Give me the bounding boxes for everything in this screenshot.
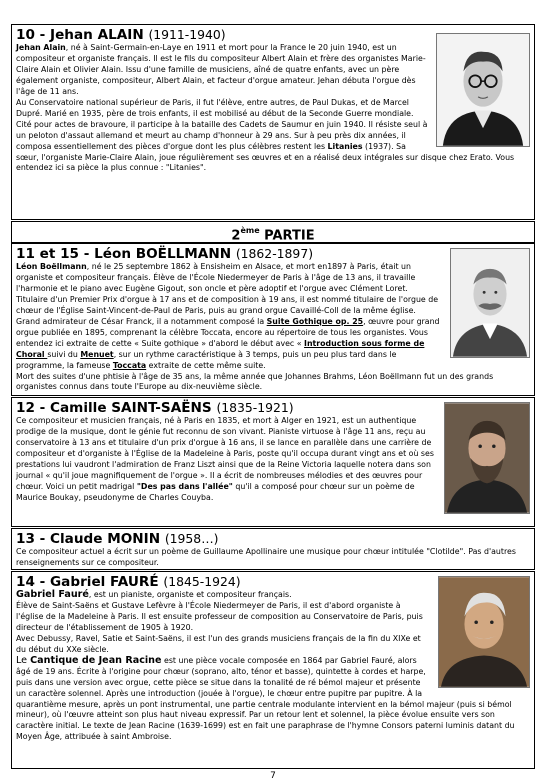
paragraph: qu'il a composé pour chœur sur un poème de Maurice Boukay, pseudonyme de Charles Couyba. [16,481,415,502]
paragraph: Mort des suites d'une phtisie à l'âge de 35 ans, la même année que Johannes Brahms, Léon Boëllmann fut un des grands organistes connus dans toute l'Europe au dix-neuvième siècle. [16,371,494,392]
dates-text: (1958…) [164,531,219,546]
composer-name: Gabriel Fauré [16,589,89,600]
paragraph: Ce compositeur et musicien français, né à Paris en 1835, et mort à Alger en 1921, est un authentique prodige de la musique, dont le génie fut reconnu de son vivant. Pianiste virtuose à l'âge 11 ans, reçu au conservatoire à 13 ans et titulaire d'un prix d'orgue à 16 ans, il se lance en parallèle dans une carrière de compositeur et d'organiste à l'Église de la Madeleine à Paris, poste qu'il occupa durant vingt ans et où ses prestations lui vaudront l'admiration de Franz Liszt ainsi que de la Reine Victoria laquelle notera dans son journal « qu'il joue magnifiquement de l'orgue ». Il a écrit de nombreuses mélodies et des œuvres pour chœur. Voici un petit madrigal [16,416,434,491]
portrait-jehan-alain-image [437,34,529,146]
paragraph: (1937). Sa sœur, l'organiste Marie-Claire Alain, joue régulièrement ses œuvres et en a réalisé deux intégrales sur disque chez Erato. Vous entendez ici sa pièce la plus connue : "Litanies". [16,141,515,173]
section-claude-monin [11,528,535,570]
piece-title: Toccata [112,360,147,370]
portrait-leon-boellmann [450,248,530,358]
piece-title: Menuet [80,349,114,359]
part-label: PARTIE [259,228,315,244]
paragraph: , né à Saint-Germain-en-Laye en 1911 et mort pour la France le 20 juin 1940, est un compositeur et organiste français. Il est le fils du compositeur Albert Alain et frère des organistes Marie-Claire Alain et Olivier Alain. Issu d'une famille de musiciens, aîné de quatre enfants, avec un père également organiste, compositeur, Albert Alain, et facteur d'orgue amateur. Jehan débuta l'orgue dès l'âge de 11 ans. [16,43,426,96]
title-text: 13 - Claude MONIN [16,531,161,547]
piece-title: Litanies [327,141,363,151]
paragraph: extraite de cette même suite. [146,360,266,370]
title-text: 12 - Camille SAINT-SAËNS [16,400,212,416]
piece-title: Cantique de Jean Racine [30,654,162,666]
piece-title: Introduction sous forme de Choral [16,338,425,359]
dates-text: (1862-1897) [235,246,314,261]
portrait-camille-saint-saens-image [445,403,529,513]
portrait-leon-boellmann-image [451,249,529,357]
paragraph: Élève de Saint-Saëns et Gustave Lefèvre à l'École Niedermeyer de Paris, il est d'abord organiste à l'église de la Madeleine à Paris. Il est ensuite professeur de composition au Conservatoire de Paris, puis directeur de l'établissement de 1905 à 1920. [16,600,423,632]
paragraph: , œuvre pour grand orgue publiée en 1895, comprenant la célèbre Toccata, encore au répertoire de tous les organistes. Vous entendez ici extraite de cette « Suite gothique » d'abord le début avec « [16,316,440,348]
section-title [16,531,530,547]
section-leon-boellmann [11,243,535,396]
piece-title: Suite Gothique op. 25 [266,316,364,326]
portrait-camille-saint-saens [444,402,530,514]
title-text: 10 - Jehan ALAIN [16,27,144,43]
dates-text: (1845-1924) [163,574,241,589]
dates-text: (1911-1940) [148,27,226,42]
section-jehan-alain [11,24,535,220]
paragraph: Avec Debussy, Ravel, Satie et Saint-Saëns, il est l'un des grands musiciens français de la fin du XIXe et du début du XXe siècle. [16,633,421,654]
paragraph: Au Conservatoire national supérieur de Paris, il fut l'élève, entre autres, de Paul Dukas, et de Marcel Dupré. Marié en 1935, père de trois enfants, il est mobilisé au début de la Seconde Guerre mondiale. Cité pour actes de bravoure, il participe à la bataille des Cadets de Saumur en juin 1940. Il résiste seul à un peloton d'assaut allemand et meurt au champ d'honneur à 29 ans. Sur à peu près dix années, il composa essentiellement des pièces d'orgue dont les plus célèbres restent les [16,97,428,151]
paragraph: Le [16,654,31,666]
part-heading [11,221,535,243]
paragraph: Grand admirateur de César Franck, il a notamment composé la [16,316,267,326]
portrait-gabriel-faure-image [439,577,529,687]
paragraph: , sur un rythme caractéristique à 3 temps, puis un peu plus tard dans le programme, la fameuse [16,349,397,370]
section-gabriel-faure [11,571,535,769]
title-text: 11 et 15 - Léon BOËLLMANN [16,246,232,262]
part-number: 2 [231,228,241,244]
section-camille-saint-saens [11,397,535,527]
paragraph: Ce compositeur actuel a écrit sur un poème de Guillaume Apollinaire une musique pour chœur intitulée "Clotilde". Pas d'autres renseignements sur ce compositeur. [16,547,516,567]
paragraph: , né le 25 septembre 1862 à Ensisheim en Alsace, et mort en1897 à Paris, était un organiste et compositeur français. Élève de l'École Niedermeyer de Paris à l'âge de 13 ans, il travaille l'harmonie et le piano avec Eugène Gigout, son oncle et père adoptif et l'orgue avec Clément Loret. Titulaire d'un Premier Prix d'orgue à 17 ans et de composition à 19 ans, il est nommé titulaire de l'orgue de chœur de l'Église Saint-Vincent-de-Paul de Paris, puis au grand orgue Cavaillé-Coll de la même église. [16,262,439,315]
dates-text: (1835-1921) [216,400,294,415]
title-text: 14 - Gabriel FAURÉ [16,574,159,590]
composer-name: Jehan Alain [16,43,66,52]
part-suffix: ème [240,226,260,235]
piece-title: "Des pas dans l'allée" [136,481,233,491]
composer-name: Léon Boëllmann [16,262,87,271]
page-number: 7 [270,771,276,781]
paragraph: , est un pianiste, organiste et compositeur français. [88,590,292,599]
portrait-jehan-alain [436,33,530,147]
paragraph: suivi du [47,349,81,359]
portrait-gabriel-faure [438,576,530,688]
paragraph: est une pièce vocale composée en 1864 par Gabriel Fauré, alors âgé de 19 ans. Écrite à l'origine pour chœur (soprano, alto, ténor et basse), quintette à cordes et harpe, puis dans une version avec orgue, cette pièce se situe dans la tonalité de ré bémol majeur et présente un caractère solennel. Après une introduction (jouée à l'orgue), le chœur entre pupitre par pupitre. À la quarantième mesure, après un pont instrumental, une partie centrale modulante intervient en la bémol majeur (puis si bémol mineur), où l'œuvre atteint son plus haut niveau expressif. Par un retour lent et solennel, la pièce évolue ensuite vers son caractère initial. Le texte de Jean Racine (1639-1699) est en fait une paraphrase de l'hymne Consors paterni luminis datant du Moyen Âge, attribuée à saint Ambroise. [16,655,515,742]
